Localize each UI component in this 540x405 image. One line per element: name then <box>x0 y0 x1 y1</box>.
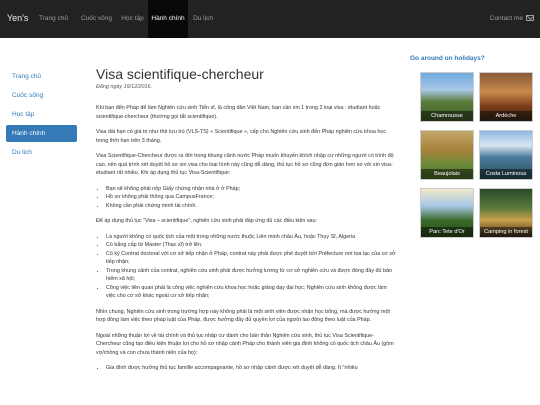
contact-label: Contact me <box>489 15 523 22</box>
list-item: • Công việc liên quan phải là công việc nghiên cứu khoa học hoặc giảng dạy đại học; Nghiên cứu sinh không được làm việc cho cơ sở khác ngoài cơ sở tiếp nhận; <box>106 284 396 301</box>
thumb-ardeche[interactable] <box>479 72 533 122</box>
thumb-chamrousse[interactable] <box>420 72 474 122</box>
article-paragraph: Visa Scientifique-Chercheur được ra đời trong khung cảnh nước Pháp muốn khuyến khích nhập cư những người có trình độ cao, nên quá trình xét duyệt hồ sơ xin visa cho loại hình này cũng dễ dàng, thủ tục hồ sơ cũng đơn giản hơn so với xin visa-étudiant rất nhiều. Khi áp dụng thủ tục Visa-Scientifique: <box>96 153 394 176</box>
nav-item-study[interactable]: Học tập <box>121 15 144 22</box>
holidays-title: Go around on holidays? <box>410 55 485 62</box>
nav-item-life[interactable]: Cuốc sống <box>80 15 113 22</box>
sidebar-item-travel[interactable]: Du lịch <box>12 149 32 156</box>
mail-icon <box>526 15 534 21</box>
article-paragraph: Nhìn chung, Nghiên cứu sinh trong trường hợp này không phải là một sinh viên được nhận học bổng, mà được hưởng một hợp đồng làm việc theo pháp luật của Pháp, được hưởng đầy đủ quyền lợi của người lao động theo luật của Pháp. <box>96 308 391 323</box>
article-paragraph: Ngoài những thuận lợi về tài chính và thủ tục nhập cư dành cho bản thân Nghiên cứu sinh, thủ tục Visa Scientifique-Chercheur cũng tạo điều kiện thuận lợi cho hồ sơ nhập cảnh Pháp cho thành viên gia đình không có quốc tịch châu Âu (gồm vợ/chồng và con chưa thành niên của họ): <box>96 332 394 356</box>
thumb-caption: Beaujolais <box>421 169 473 179</box>
list-item: • Hồ sơ không phải thông qua CampusFrance; <box>106 193 396 202</box>
benefits-list <box>96 185 396 211</box>
sidebar-item-home[interactable]: Trang chủ <box>12 73 42 80</box>
article-paragraph: Visa dài hạn có giá trị như thẻ lưu trú (VLS-TS) « Scientifique », cấp cho Nghiên cứu sinh đến Pháp nghiên cứu khoa học trong thời hạn trên 3 tháng. <box>96 129 387 144</box>
conditions-list <box>96 233 396 301</box>
list-item: • Là người không có quốc tịch của một trong những nước thuộc Liên minh châu Âu, hoặc Thụy Sĩ, Algeria <box>106 233 396 242</box>
brand-logo[interactable]: Yen's <box>7 13 29 23</box>
thumb-camping-in-forest[interactable] <box>479 188 533 238</box>
holidays-panel <box>410 55 538 71</box>
thumb-beaujolais[interactable] <box>420 130 474 180</box>
sidebar-item-admin[interactable]: Hành chính <box>6 125 77 142</box>
list-item: • Bạn sẽ không phải nộp Giấy chứng nhận nhà ở ở Pháp; <box>106 185 396 194</box>
nav-item-travel[interactable]: Du lịch <box>193 15 213 22</box>
thumb-costa-luminosa[interactable] <box>479 130 533 180</box>
thumb-caption: Chamrousse <box>421 111 473 121</box>
article-paragraph: Khi bạn đến Pháp để làm Nghiên cứu sinh Tiến sĩ, là công dân Việt Nam, bạn cần xin 1 trong 2 loại visa : étudiant hoặc scientifique-chercheur (thường gọi tắt scientifique). <box>96 105 381 120</box>
family-list <box>96 364 396 373</box>
list-item: • Có ký Contrat doctoral với cơ sở tiếp nhận ở Pháp, contrat này phải được phê duyệt bởi Préfecture nơi tọa lạc của cơ sở tiếp nhận; <box>106 250 396 267</box>
contact-link[interactable] <box>490 0 534 38</box>
list-item: • Gia đình được hưởng thủ tục famille accompagnante, hồ sơ nhập cảnh được xét duyệt dễ dàng. Ít "nhiêu <box>106 364 396 373</box>
list-item: • Trong khung cảnh của contrat, nghiên cứu sinh phải được hưởng lương từ cơ sở nghiên cứu và được đóng đầy đủ bảo hiểm xã hội; <box>106 267 396 284</box>
thumb-caption: Parc Tete d'Or <box>421 227 473 237</box>
article-paragraph: Để áp dụng thủ tục "Visa – scientifique", nghiên cứu sinh phải đáp ứng đủ các điều kiện sau: <box>96 218 318 224</box>
list-item: • Có bằng cấp từ Master (Thạc sĩ) trở lên. <box>106 241 396 250</box>
list-item: • Không cần phải chứng minh tài chính. <box>106 202 396 211</box>
article <box>96 60 396 380</box>
article-date: Đăng ngày 19/12/2016. <box>96 84 153 90</box>
thumb-caption: Camping in forest <box>480 227 532 237</box>
sidebar <box>6 68 77 163</box>
sidebar-item-life[interactable]: Cuốc sống <box>12 92 44 99</box>
thumb-caption: Ardèche <box>480 111 532 121</box>
nav-item-home[interactable]: Trang chủ <box>38 15 69 22</box>
thumb-parc-tete-dor[interactable] <box>420 188 474 238</box>
sidebar-item-study[interactable]: Học tập <box>12 111 35 118</box>
thumb-caption: Costa Luminosa <box>480 169 532 179</box>
article-title: Visa scientifique-chercheur <box>96 66 264 82</box>
top-navbar <box>0 0 540 38</box>
nav-item-admin[interactable]: Hành chính <box>148 0 188 38</box>
